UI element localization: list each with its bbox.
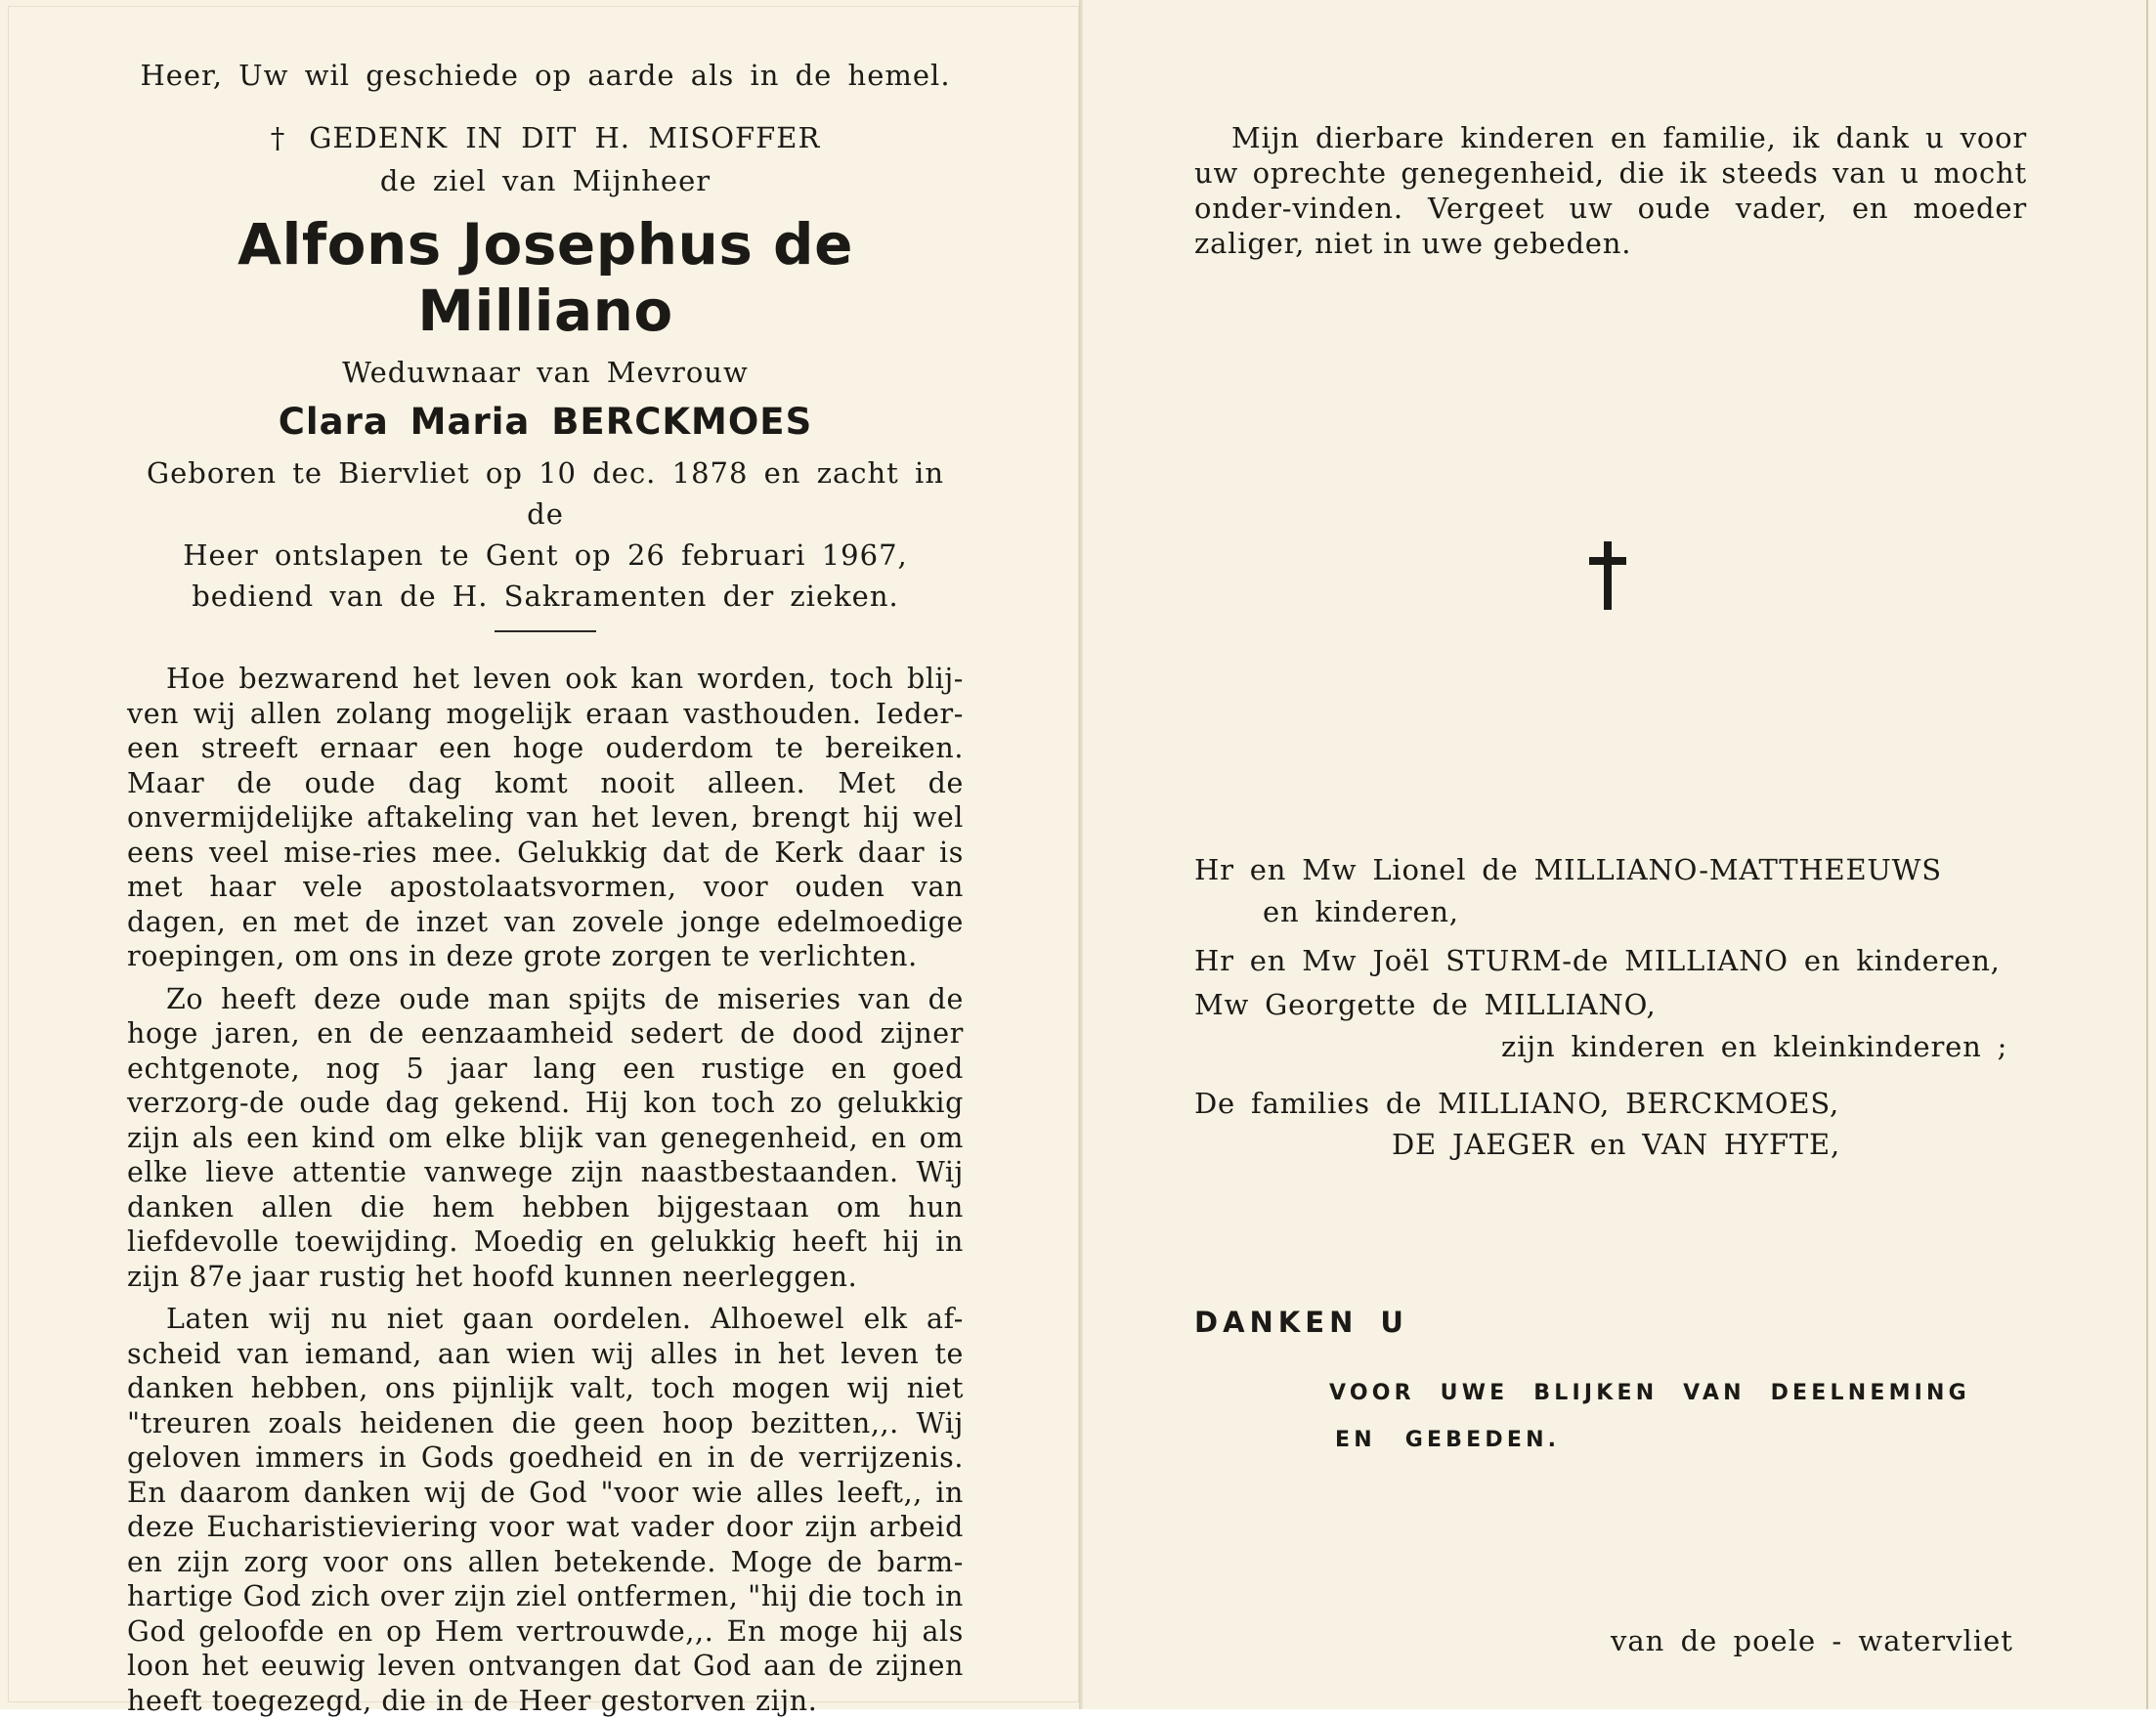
card-edge: [2146, 0, 2148, 1709]
paragraph-1: Hoe bezwarend het leven ook kan worden, toch blij-ven wij allen zolang mogelijk eraan vasthouden. Ieder-een streeft ernaar een hoge ouderdom te bereiken. Maar de oude dag komt nooit alleen. Met de onvermijdelijke aftakeling van het leven, brengt hij wel eens veel mise-ries mee. Gelukkig dat de Kerk daar is met haar vele apostolaatsvormen, voor ouden van dagen, en met de inzet van zovele jonge edelmoedige roepingen, om ons in deze grote zorgen te verlichten.: [127, 663, 964, 972]
family-line-3: Hr en Mw Joël STURM-de MILLIANO en kinderen,: [1194, 944, 2001, 977]
sacrament-line: bediend van de H. Sakramenten der zieken.: [192, 580, 899, 613]
en-gebeden-line: EN GEBEDEN.: [1335, 1428, 1561, 1452]
deceased-name: Alfons Josephus de Milliano: [237, 211, 853, 344]
family-line-2: en kinderen,: [1263, 895, 1459, 928]
paragraph-3: Laten wij nu niet gaan oordelen. Alhoewel elk af-scheid van iemand, aan wien wij alles in het leven te danken hebben, ons pijnlijk valt, toch mogen wij niet "treuren zoals heidenen die geen hoop bezitten,,. Wij geloven immers in Gods goedheid en in de verrijzenis. En daarom danken wij de God "voor wie alles leeft,, in deze Eucharistieviering voor wat vader door zijn arbeid en zijn zorg voor ons allen betekende. Moge de barm-hartige God zich over zijn ziel ontfermen, "hij die toch in God geloofde en op Hem vertrouwde,,. En moge hij als loon het eeuwig leven ontvangen dat God aan de zijnen heeft toegezegd, die in de Heer gestorven zijn.: [127, 1303, 964, 1717]
widower-line: Weduwnaar van Mevrouw: [342, 356, 749, 389]
family-line-5: zijn kinderen en kleinkinderen ;: [1501, 1030, 2008, 1063]
printer-imprint: van de poele - watervliet: [1611, 1624, 2013, 1657]
paragraph-2: Zo heeft deze oude man spijts de miseries van de hoge jaren, en de eenzaamheid sedert de dood zijner echtgenote, nog 5 jaar lang een rustige en goed verzorg-de oude dag gekend. Hij kon toch zo gelukkig zijn als een kind om elke blijk van genegenheid, en om elke lieve attentie vanwege zijn naastbestaanden. Wij danken allen die hem hebben bijgestaan om hun liefdevolle toewijding. Moedig en gelukkig heeft hij in zijn 87e jaar rustig het hoofd kunnen neerleggen.: [127, 982, 964, 1293]
voor-line: VOOR UWE BLIJKEN VAN DEELNEMING: [1329, 1381, 1970, 1405]
spouse-name: Clara Maria BERCKMOES: [278, 401, 813, 443]
left-column: [127, 59, 964, 1718]
divider-rule: [495, 630, 596, 632]
prayer-line: Heer, Uw wil geschiede op aarde als in de hemel.: [140, 59, 951, 92]
ziel-line: de ziel van Mijnheer: [379, 164, 711, 197]
family-line-1: Hr en Mw Lionel de MILLIANO-MATTHEEUWS: [1194, 853, 1942, 886]
danken-heading: DANKEN U: [1194, 1306, 1408, 1339]
thanks-message: Mijn dierbare kinderen en familie, ik dank u voor uw oprechte genegenheid, die ik steeds van u mocht onder-vinden. Vergeet uw oude vader, en moeder zaliger, niet in uwe gebeden.: [1194, 121, 2027, 260]
gedenk-line: [127, 121, 964, 154]
birth-line: Geboren te Biervliet op 10 dec. 1878 en zacht in de: [146, 456, 945, 531]
family-line-4: Mw Georgette de MILLIANO,: [1194, 988, 1657, 1021]
latin-cross-icon: [1589, 541, 1626, 610]
death-line: Heer ontslapen te Gent op 26 februari 1967,: [183, 538, 908, 572]
family-line-6: De families de MILLIANO, BERCKMOES,: [1194, 1087, 1839, 1120]
gedenk-text: GEDENK IN DIT H. MISOFFER: [309, 121, 821, 154]
birth-death-details: [127, 452, 964, 617]
family-line-7: DE JAEGER en VAN HYFTE,: [1392, 1128, 1841, 1161]
small-cross-icon: †: [270, 121, 286, 154]
